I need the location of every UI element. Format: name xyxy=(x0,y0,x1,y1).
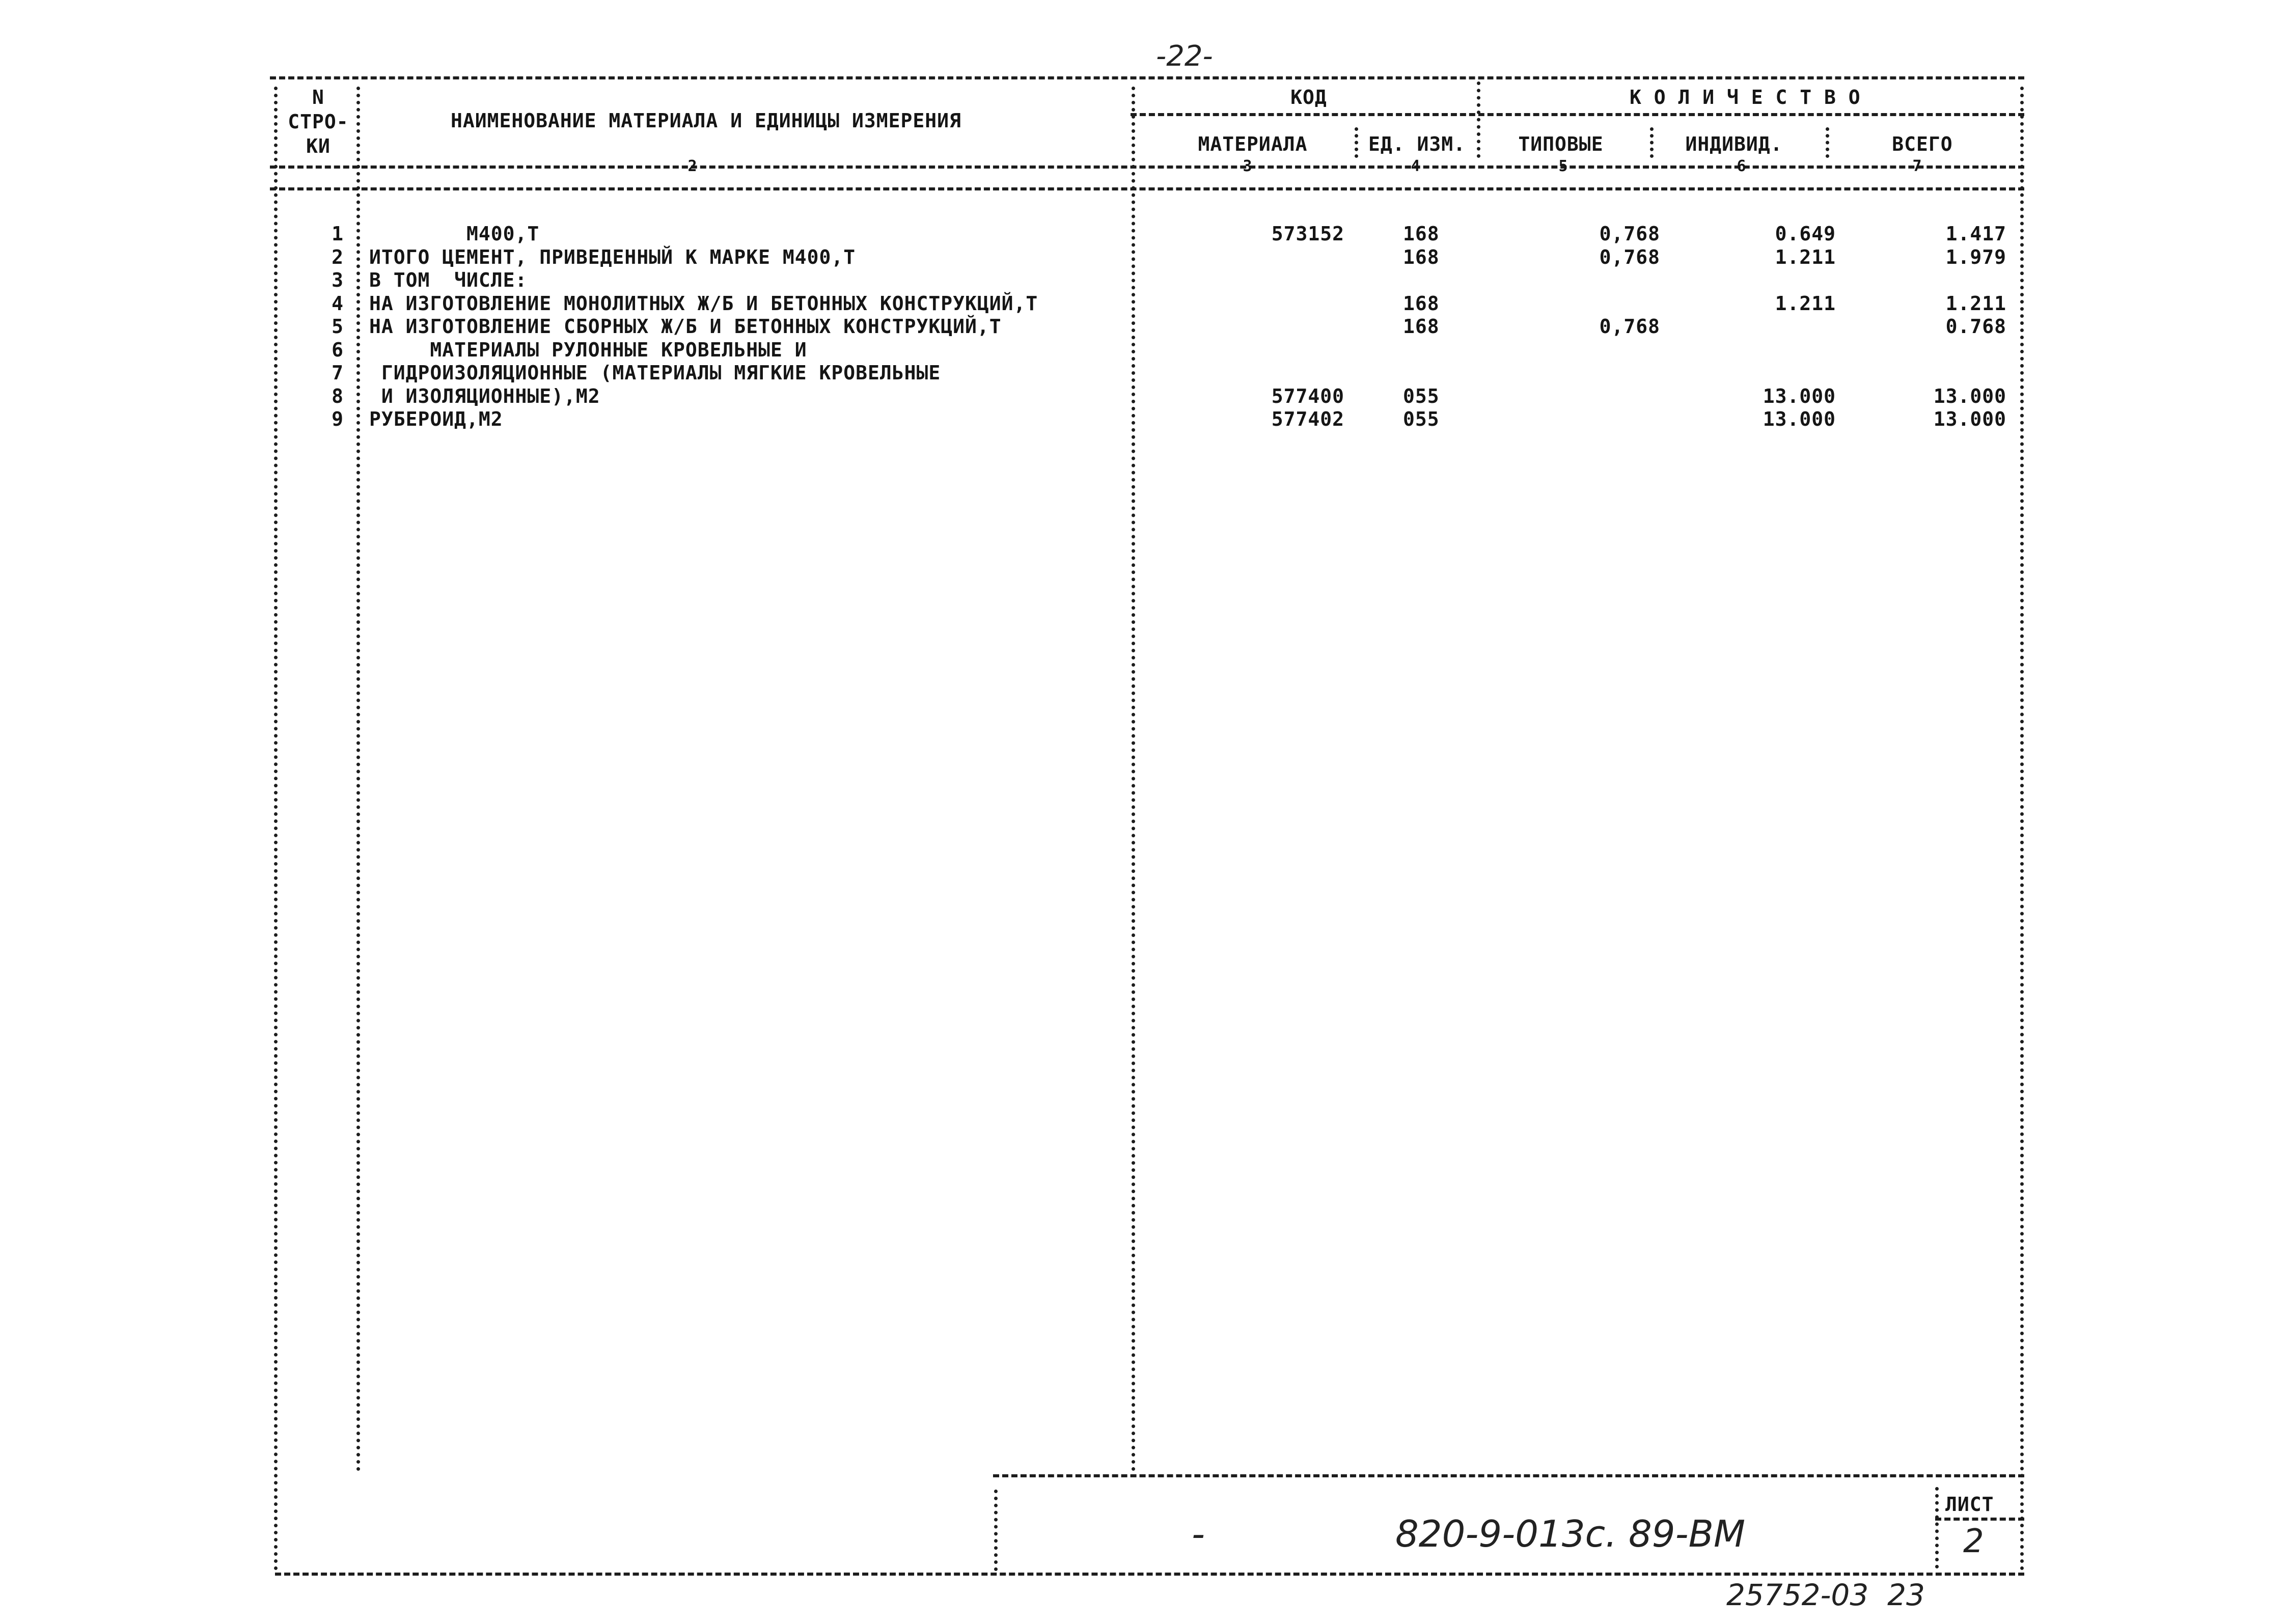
row-number: 2 xyxy=(332,246,344,268)
header-bottom-border-2 xyxy=(270,187,2024,190)
header-qty-label: К О Л И Ч Е С Т В О xyxy=(1630,86,1861,108)
header-unit-label: ЕД. ИЗМ. xyxy=(1368,133,1466,155)
table-top-border xyxy=(270,76,2024,79)
row-code: 577402 xyxy=(1271,408,1344,430)
row-number: 9 xyxy=(332,408,344,430)
row-typical: 0,768 xyxy=(1599,315,1660,338)
row-total: 1.979 xyxy=(1945,246,2006,268)
row-name: ИТОГО ЦЕМЕНТ, ПРИВЕДЕННЫЙ К МАРКЕ М400,Т xyxy=(369,246,856,268)
header-n-label: N xyxy=(312,86,324,108)
header-divider-total xyxy=(1826,127,1829,158)
row-code: 577400 xyxy=(1271,385,1344,407)
col-number-6: 6 xyxy=(1737,157,1747,175)
row-typical: 0,768 xyxy=(1599,223,1660,245)
row-individual: 1.211 xyxy=(1775,246,1836,268)
row-total: 1.417 xyxy=(1945,223,2006,245)
row-name: М400,Т xyxy=(369,223,540,245)
row-number: 6 xyxy=(332,339,344,361)
col-number-4: 4 xyxy=(1411,157,1421,175)
header-individual-label: ИНДИВИД. xyxy=(1685,133,1783,155)
row-number: 1 xyxy=(332,223,344,245)
col-divider-number xyxy=(356,87,360,1472)
row-individual: 1.211 xyxy=(1775,292,1836,315)
row-name: ГИДРОИЗОЛЯЦИОННЫЕ (МАТЕРИАЛЫ МЯГКИЕ КРОВЕЛЬНЫЕ xyxy=(369,362,941,384)
row-name: НА ИЗГОТОВЛЕНИЕ МОНОЛИТНЫХ Ж/Б И БЕТОННЫХ КОНСТРУКЦИЙ,Т xyxy=(369,292,1038,315)
row-total: 13.000 xyxy=(1933,385,2006,407)
sheet-box-left-border xyxy=(1935,1487,1939,1568)
row-number: 4 xyxy=(332,292,344,315)
page-number: -22- xyxy=(1156,40,1213,73)
header-n-sub2: КИ xyxy=(306,135,331,157)
row-name: НА ИЗГОТОВЛЕНИЕ СБОРНЫХ Ж/Б И БЕТОННЫХ КОНСТРУКЦИЙ,Т xyxy=(369,315,1002,338)
row-number: 5 xyxy=(332,315,344,338)
header-bottom-border xyxy=(270,166,2024,169)
header-divider-individual xyxy=(1650,127,1654,158)
row-code: 573152 xyxy=(1271,223,1344,245)
row-individual: 0.649 xyxy=(1775,223,1836,245)
footer-top-border xyxy=(993,1474,2024,1477)
footer-left-border xyxy=(994,1490,998,1571)
col-divider-name xyxy=(1132,87,1135,1472)
archive-stamp: 25752-03 23 xyxy=(1726,1578,1925,1612)
header-material-label: МАТЕРИАЛА xyxy=(1198,133,1308,155)
header-divider-unit xyxy=(1355,127,1358,158)
sheet-number: 2 xyxy=(1963,1523,1984,1560)
left-border xyxy=(274,87,278,1571)
header-divider-typical xyxy=(1477,81,1480,158)
row-number: 8 xyxy=(332,385,344,407)
footer-dash: - xyxy=(1192,1512,1205,1555)
right-border xyxy=(2020,87,2024,1571)
col-number-2: 2 xyxy=(687,157,698,175)
row-individual: 13.000 xyxy=(1763,408,1836,430)
header-name-label: НАИМЕНОВАНИЕ МАТЕРИАЛА И ЕДИНИЦЫ ИЗМЕРЕНИЯ xyxy=(451,109,961,132)
row-name: И ИЗОЛЯЦИОННЫЕ),М2 xyxy=(369,385,600,407)
row-name: В ТОМ ЧИСЛЕ: xyxy=(369,269,528,291)
row-unit: 055 xyxy=(1403,408,1440,430)
row-total: 13.000 xyxy=(1933,408,2006,430)
row-individual: 13.000 xyxy=(1763,385,1836,407)
row-number: 7 xyxy=(332,362,344,384)
row-name: МАТЕРИАЛЫ РУЛОННЫЕ КРОВЕЛЬНЫЕ И xyxy=(369,339,807,361)
row-unit: 168 xyxy=(1403,246,1440,268)
header-typical-label: ТИПОВЫЕ xyxy=(1518,133,1604,155)
table-bottom-border xyxy=(275,1573,2024,1576)
col-number-5: 5 xyxy=(1558,157,1568,175)
header-n-sub1: СТРО- xyxy=(288,111,349,133)
row-unit: 168 xyxy=(1403,223,1440,245)
row-total: 1.211 xyxy=(1945,292,2006,315)
header-divider-code-qty xyxy=(1131,113,2024,116)
col-number-7: 7 xyxy=(1912,157,1922,175)
header-total-label: ВСЕГО xyxy=(1892,133,1953,155)
col-number-3: 3 xyxy=(1243,157,1253,175)
sheet-label: ЛИСТ xyxy=(1945,1493,1994,1516)
header-code-label: КОД xyxy=(1290,86,1327,108)
sheet-box-divider xyxy=(1935,1518,2024,1521)
row-typical: 0,768 xyxy=(1599,246,1660,268)
row-number: 3 xyxy=(332,269,344,291)
row-unit: 055 xyxy=(1403,385,1440,407)
row-unit: 168 xyxy=(1403,315,1440,338)
document-code: 820-9-013с. 89-ВМ xyxy=(1395,1512,1746,1555)
row-total: 0.768 xyxy=(1945,315,2006,338)
row-unit: 168 xyxy=(1403,292,1440,315)
row-name: РУБЕРОИД,М2 xyxy=(369,408,503,430)
